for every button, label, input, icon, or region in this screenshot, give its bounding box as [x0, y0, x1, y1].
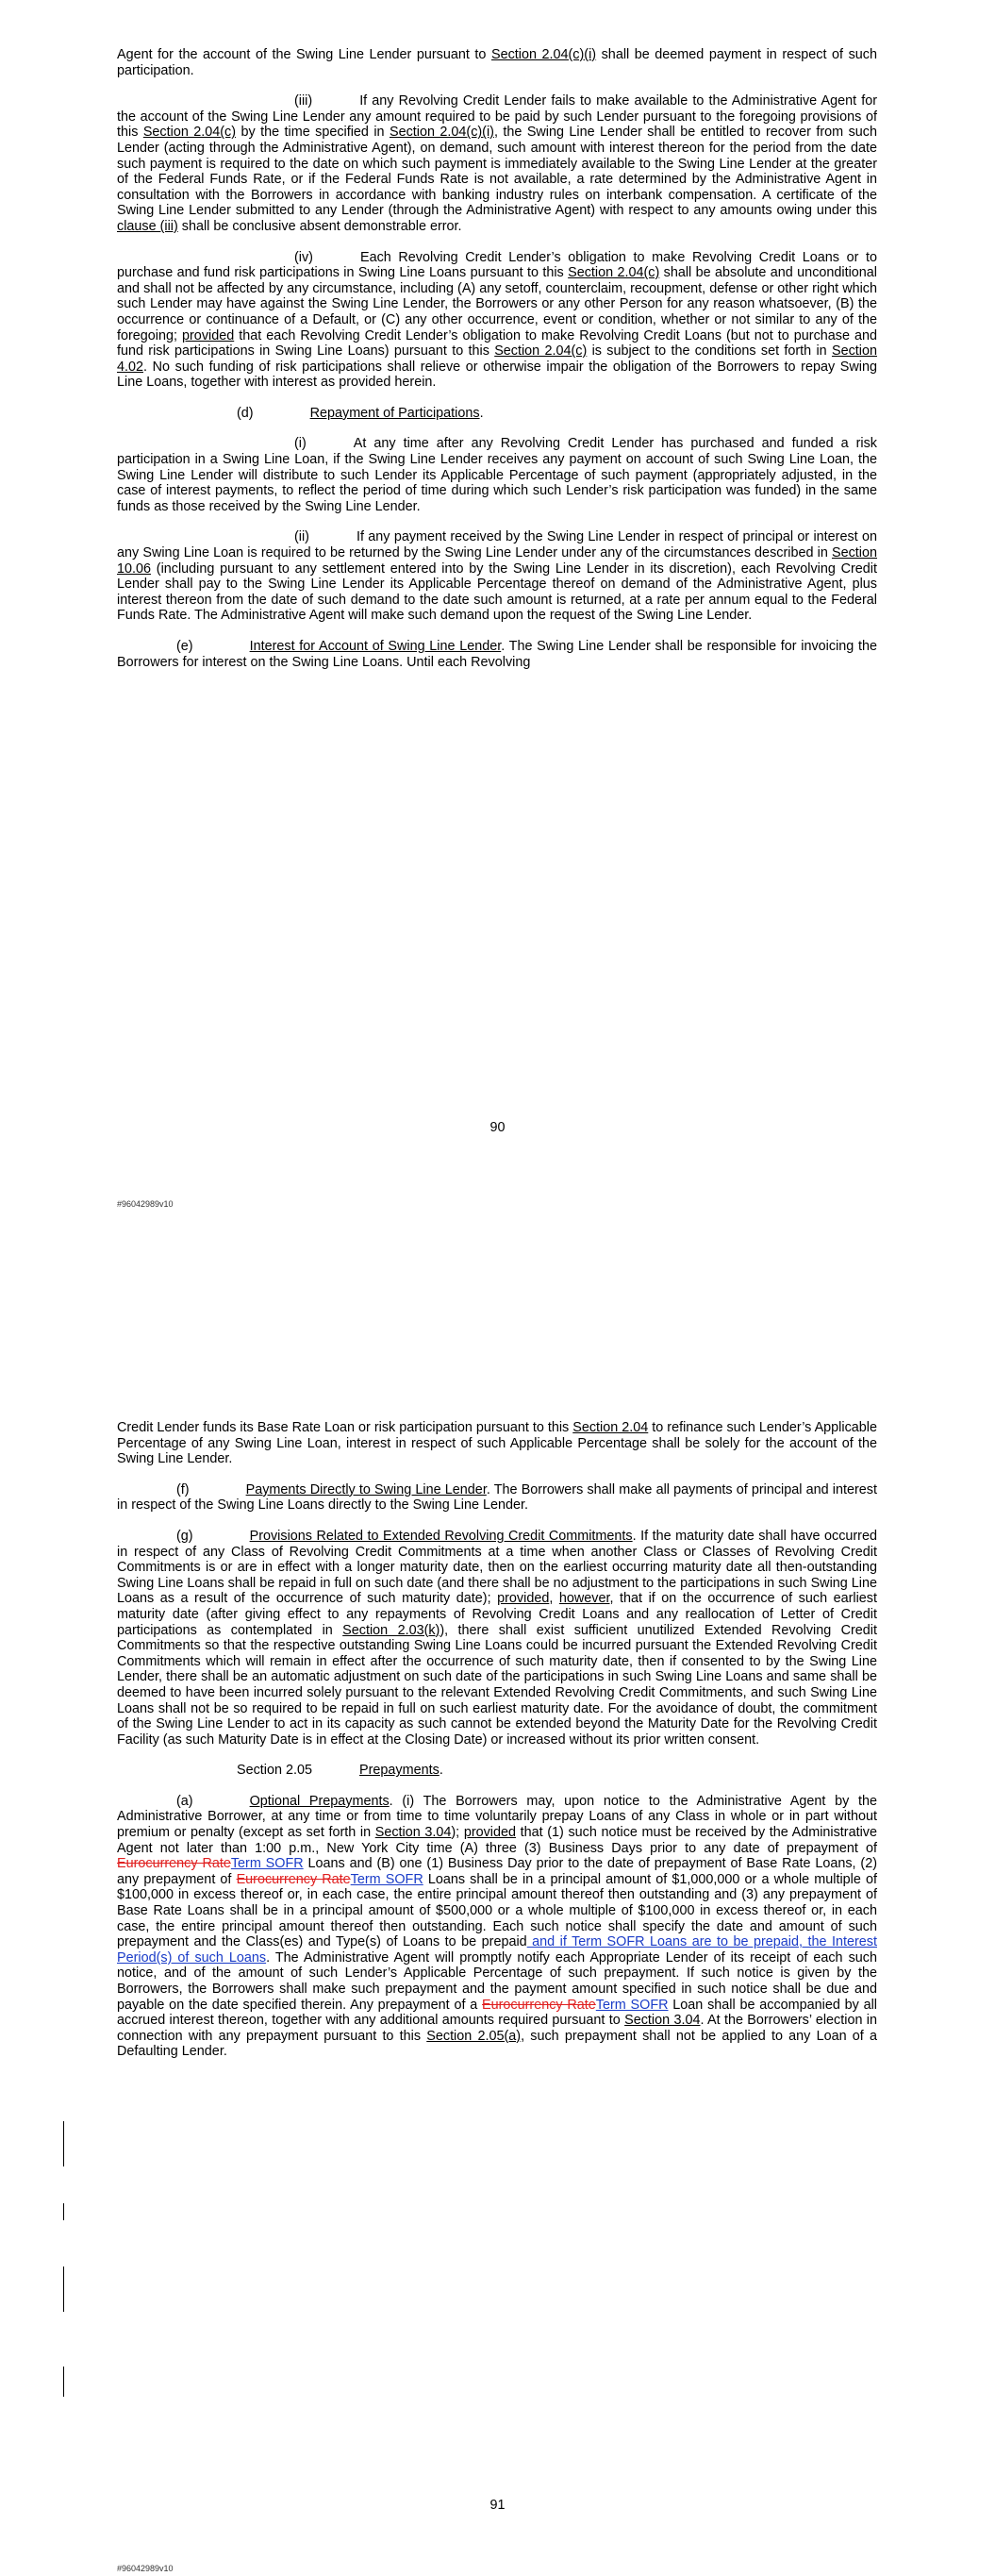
change-bar: [63, 2367, 64, 2397]
change-bar: [63, 2121, 64, 2166]
change-bar: [63, 2267, 64, 2312]
paragraph-f: (f) Payments Directly to Swing Line Lender. The Borrowers shall make all payments of principal and interest in respect of the Swing Line Loans directly to the Swing Line Lender.: [117, 1481, 877, 1514]
paragraph-g: (g) Provisions Related to Extended Revolving Credit Commitments. If the maturity date shall have occurred in respect of any Class of Revolving Credit Commitments at a time when another Class or Classes of Revolving Credit Commitments is or are in effect with a longer maturity date, then on the earliest occurring maturity date all then-outstanding Swing Line Loans shall be repaid in full on such date (and there shall be no adjustment to the participations in such Swing Line Loans as a result of the occurrence of such maturity date); provided, however, that if on the occurrence of such earliest maturity date (after giving effect to any repayments of Revolving Credit Loans and any reallocation of Letter of Credit participations as contemplated in Section 2.03(k)), there shall exist sufficient unutilized Extended Revolving Credit Commitments so that the respective outstanding Swing Line Loans could be incurred pursuant the Extended Revolving Credit Commitments which will remain in effect after the occurrence of such maturity date, then if consented to by the Swing Line Lender, there shall be an automatic adjustment on such date of the participations in such Swing Line Loans and same shall be deemed to have been incurred solely pursuant to the relevant Extended Revolving Credit Commitments, and such Swing Line Loans shall not be so required to be repaid in full on such earliest maturity date. For the avoidance of doubt, the commitment of the Swing Line Lender to act in its capacity as such cannot be extended beyond the Maturity Date for the Revolving Credit Facility (as such Maturity Date is in effect at the Closing Date) or increased without its prior written consent.: [117, 1528, 877, 1748]
heading-repayment-of-participations: (d) Repayment of Participations.: [237, 405, 484, 421]
inserted-text: Term SOFR: [230, 1856, 304, 1872]
paragraph: Agent for the account of the Swing Line Lender pursuant to Section 2.04(c)(i) shall be deemed payment in respect of such participation.: [117, 47, 877, 78]
paragraph-iii: (iii) If any Revolving Credit Lender fails to make available to the Administrative Agent for the account of the Swing Line Lender any amount required to be paid by such Lender pursuant to the foregoing provisions of this Section 2.04(c) by the time specified in Section 2.04(c)(i), the Swing Line Lender shall be entitled to recover from such Lender (acting through the Administrative Agent), on demand, such amount with interest thereon for the period from the date such payment is required to the date on which such payment is immediately available to the Swing Line Lender at the greater of the Federal Funds Rate, or if the Federal Funds Rate is not available, a rate determined by the Administrative Agent in consultation with the Borrowers in accordance with banking industry rules on interbank compensation. A certificate of the Swing Line Lender submitted to any Lender (through the Administrative Agent) with respect to any amounts owing under this clause (iii) shall be conclusive absent demonstrable error.: [117, 93, 877, 234]
paragraph-e: (e) Interest for Account of Swing Line Lender. The Swing Line Lender shall be responsible for invoicing the Borrowers for interest on the Swing Line Loans. Until each Revolving: [117, 639, 877, 670]
inserted-text: and if Term SOFR Loans are to be prepaid, the Interest Period(s) of such Loans: [117, 1934, 877, 1965]
page-number: 90: [489, 1120, 506, 1135]
document-page-91: [0, 1312, 995, 2576]
paragraph: Credit Lender funds its Base Rate Loan or risk participation pursuant to this Section 2.04 to refinance such Lender’s Applicable Percentage of any Swing Line Loan, interest in respect of such Applicable Percentage shall be solely for the account of the Swing Line Lender.: [117, 1420, 877, 1467]
page-90-body: [117, 47, 877, 685]
heading-section-2-05: Section 2.05 Prepayments.: [237, 1763, 443, 1779]
page-91-body: [117, 1420, 877, 2075]
inserted-text: Term SOFR: [595, 1997, 669, 2013]
paragraph-a: (a) Optional Prepayments. (i) The Borrowers may, upon notice to the Administrative Agent by the Administrative Borrower, at any time or from time to time voluntarily prepay Loans of any Class in whole or in part without premium or penalty (except as set forth in Section 3.04); provided that (1) such notice must be received by the Administrative Agent not later than 1:00 p.m., New York City time (A) three (3) Business Days prior to any date of prepayment of Eurocurrency RateTerm SOFR Loans and (B) one (1) Business Day prior to the date of prepayment of Base Rate Loans, (2) any prepayment of Eurocurrency RateTerm SOFR Loans shall be in a principal amount of $1,000,000 or a whole multiple of $100,000 in excess thereof or, in each case, the entire principal amount thereof then outstanding and (3) any prepayment of Base Rate Loans shall be in a principal amount of $500,000 or a whole multiple of $100,000 in excess thereof or, in each case, the entire principal amount thereof then outstanding. Each such notice shall specify the date and amount of such prepayment and the Class(es) and Type(s) of Loans to be prepaid and if Term SOFR Loans are to be prepaid, the Interest Period(s) of such Loans. The Administrative Agent will promptly notify each Appropriate Lender of its receipt of each such notice, and of the amount of such Lender’s Applicable Percentage of such prepayment. If such notice is given by the Borrowers, the Borrowers shall make such prepayment and the payment amount specified in such notice shall be due and payable on the date specified therein. Any prepayment of a Eurocurrency RateTerm SOFR Loan shall be accompanied by all accrued interest thereon, together with any additional amounts required pursuant to Section 3.04. At the Borrowers’ election in connection with any prepayment pursuant to this Section 2.05(a), such prepayment shall not be applied to any Loan of a Defaulting Lender.: [117, 1793, 878, 2060]
document-footer-id: #96042989v10: [117, 1199, 174, 1209]
paragraph-i: (i) At any time after any Revolving Credit Lender has purchased and funded a risk participation in a Swing Line Loan, if the Swing Line Lender receives any payment on account of such Swing Line Loan, the Swing Line Lender will distribute to such Lender its Applicable Percentage of such payment (appropriately adjusted, in the case of interest payments, to reflect the period of time during which such Lender’s risk participation was funded) in the same funds as those received by the Swing Line Lender.: [117, 436, 877, 514]
document-footer-id: #96042989v10: [117, 2564, 174, 2573]
deleted-text: Eurocurrency Rate: [236, 1871, 351, 1887]
deleted-text: Eurocurrency Rate: [482, 1997, 596, 2013]
deleted-text: Eurocurrency Rate: [117, 1856, 231, 1872]
change-bar: [63, 2203, 64, 2220]
paragraph-iv: (iv) Each Revolving Credit Lender’s obligation to make Revolving Credit Loans or to purchase and fund risk participations in Swing Line Loans pursuant to this Section 2.04(c) shall be absolute and unconditional and shall not be affected by any circumstance, including (A) any setoff, counterclaim, recoupment, defense or other right which such Lender may have against the Swing Line Lender, the Borrowers or any other Person for any reason whatsoever, (B) the occurrence or continuance of a Default, or (C) any other occurrence, event or condition, whether or not similar to any of the foregoing; provided that each Revolving Credit Lender’s obligation to make Revolving Credit Loans (but not to purchase and fund risk participations in Swing Line Loans) pursuant to this Section 2.04(c) is subject to the conditions set forth in Section 4.02. No such funding of risk participations shall relieve or otherwise impair the obligation of the Borrowers to repay Swing Line Loans, together with interest as provided herein.: [117, 249, 877, 391]
paragraph-ii: (ii) If any payment received by the Swing Line Lender in respect of principal or interest on any Swing Line Loan is required to be returned by the Swing Line Lender under any of the circumstances described in Section 10.06 (including pursuant to any settlement entered into by the Swing Line Lender in its discretion), each Revolving Credit Lender shall pay to the Swing Line Lender its Applicable Percentage thereof on demand of the Administrative Agent, plus interest thereon from the date of such demand to the date such amount is returned, at a rate per annum equal to the Federal Funds Rate. The Administrative Agent will make such demand upon the request of the Swing Line Lender.: [117, 529, 877, 624]
inserted-text: Term SOFR: [350, 1871, 423, 1887]
page-number: 91: [489, 2498, 506, 2513]
